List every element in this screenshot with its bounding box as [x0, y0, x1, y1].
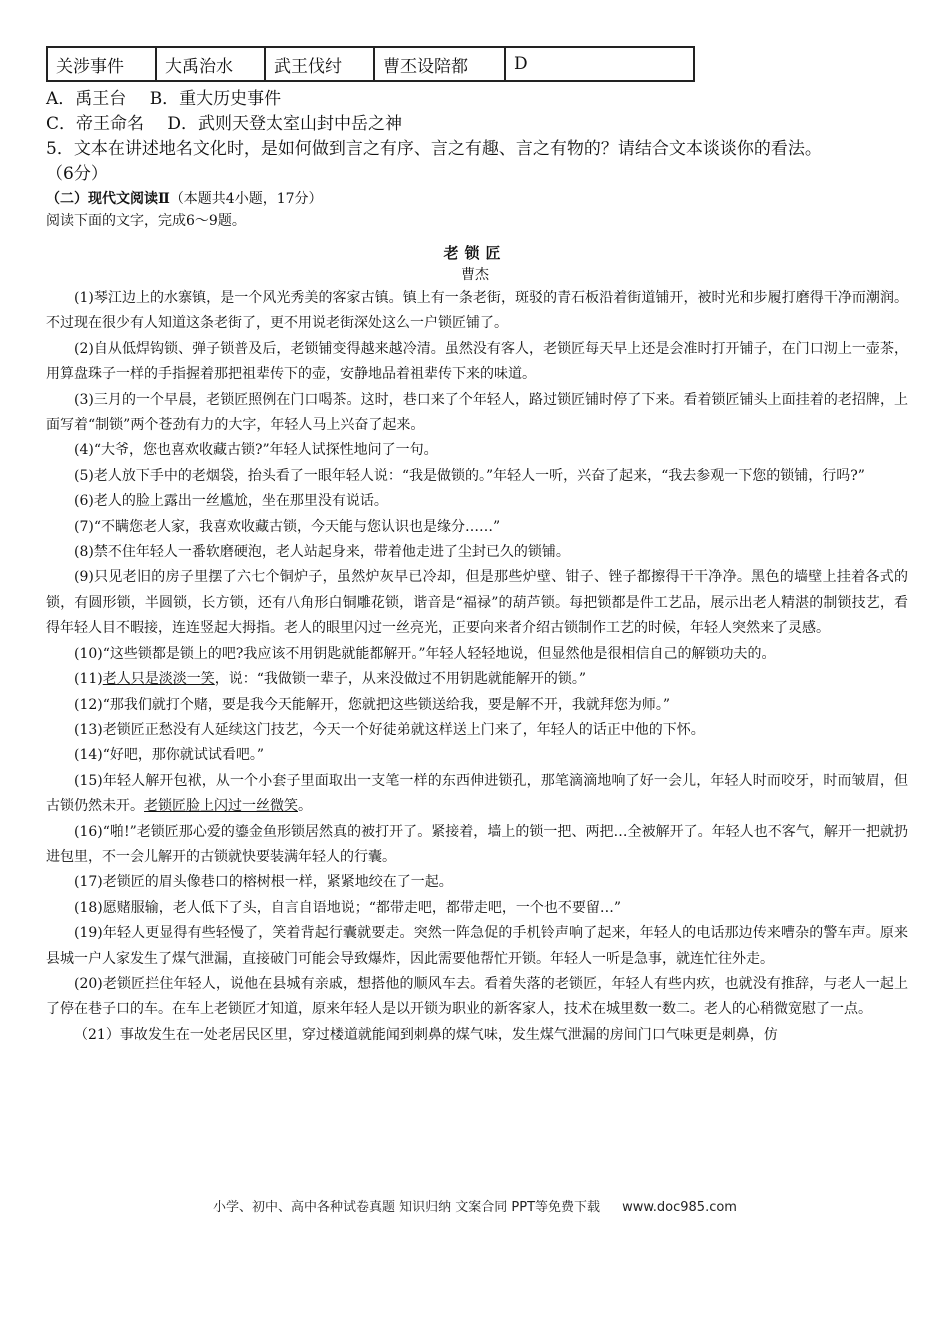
section-title: （二）现代文阅读Ⅱ: [46, 191, 170, 207]
options-row-1: [46, 84, 281, 109]
paragraph: (3)三月的一个早晨，老锁匠照例在门口喝茶。这时，巷口来了个年轻人，路过锁匠铺时停了下来。看着锁匠铺头上面挂着的老招牌，上面写着“制锁”两个苍劲有力的大字，年轻人马上兴奋了起来。: [46, 391, 908, 434]
events-table: [46, 46, 695, 82]
paragraph: (16)“啪!”老锁匠那心爱的鎏金鱼形锁居然真的被打开了。紧接着，墙上的锁一把、两把…全被解开了。年轻人也不客气，解开一把就扔进包里，不一会儿解开的古锁就快要装满年轻人的行囊。: [46, 823, 908, 865]
table-cell: 大禹治水: [156, 47, 265, 81]
options-row-2: [46, 109, 402, 134]
section-note: （本题共4小题，17分）: [169, 191, 323, 207]
option-b: B．重大历史事件: [149, 89, 282, 109]
paragraph: (10)“这些锁都是锁上的吧?我应该不用钥匙就能都解开。”年轻人轻轻地说，但显然他是很相信自己的解锁功夫的。: [74, 645, 776, 662]
page-footer: [0, 1196, 950, 1215]
underlined-sentence: 老锁匠脸上闪过一丝微笑: [144, 798, 298, 815]
paragraph: (6)老人的脸上露出一丝尴尬，坐在那里没有说话。: [74, 493, 388, 510]
paragraph: (19)年轻人更显得有些轻慢了，笑着背起行囊就要走。突然一阵急促的手机铃声响了起来，年轻人的电话那边传来嘈杂的警车声。原来县城一户人家发生了煤气泄漏，直接破门可能会导致爆炸，因此需要他帮忙开锁。年轻人一听是急事，就连忙往外走。: [46, 925, 908, 967]
paragraph: (1)琴江边上的水寨镇，是一个风光秀美的客家古镇。镇上有一条老街，斑驳的青石板沿着街道铺开，被时光和步履打磨得干净而潮润。不过现在很少有人知道这条老街了，更不用说老街深处这么一户锁匠铺了。: [46, 290, 908, 332]
option-d: D．武则天登太室山封中岳之神: [167, 114, 403, 134]
table-cell-header: 关涉事件: [47, 47, 156, 81]
question-5-score: （6分）: [46, 164, 108, 184]
footer-text: 小学、初中、高中各种试卷真题 知识归纳 文案合同 PPT等免费下载: [213, 1200, 601, 1215]
article-title: 老锁匠: [443, 244, 507, 262]
paragraph: (13)老锁匠正愁没有人延续这门技艺，今天一个好徒弟就这样送上门来了，年轻人的话正中他的下怀。: [74, 721, 705, 738]
paragraph: (4)“大爷，您也喜欢收藏古锁?”年轻人试探性地问了一句。: [74, 442, 438, 459]
paragraph: (14)“好吧，那你就试试看吧。”: [74, 747, 265, 764]
paragraph: (12)“那我们就打个赌，要是我今天能解开，您就把这些锁送给我，要是解不开，我就拜您为师。”: [74, 696, 671, 713]
article-author: 曹杰: [461, 267, 489, 283]
paragraph: (20)老锁匠拦住年轻人，说他在县城有亲戚，想搭他的顺风车去。看着失落的老锁匠，年轻人有些内疚，也就没有推辞，与老人一起上了停在巷子口的车。在车上老锁匠才知道，原来年轻人是以开锁为职业的新客家人，技术在城里数一数二。老人的心稍微宽慰了一点。: [46, 975, 908, 1018]
table-row: [47, 47, 694, 81]
table-cell: 曹丕设陪都: [374, 47, 505, 81]
paragraph: (9)只见老旧的房子里摆了六七个铜炉子，虽然炉灰早已冷却，但是那些炉壁、钳子、锉子都擦得干干净净。黑色的墙壁上挂着各式的锁，有圆形锁，半圆锁，长方锁，还有八角形白铜雕花锁，谐音是“福禄”的葫芦锁。每把锁都是件工艺品，展示出老人精湛的制锁技艺，看得年轻人目不暇接，连连竖起大拇指。老人的眼里闪过一丝亮光，正要向来者介绍古锁制作工艺的时候，年轻人突然来了灵感。: [46, 569, 908, 637]
paragraph: (18)愿赌服输，老人低下了头，自言自语地说；“都带走吧，都带走吧，一个也不要留…”: [74, 899, 622, 916]
table-cell-blank: D: [505, 47, 694, 81]
paragraph-text: (15)年轻人解开包袱，从一个小套子里面取出一支笔一样的东西伸进锁孔，那笔滴滴地响了好一会儿，年轻人时而咬牙，时而皱眉，但古锁仍然未开。: [46, 772, 908, 815]
paragraph-text: ，说：“我做锁一辈子，从来没做过不用钥匙就能解开的锁。”: [214, 671, 587, 688]
section-heading: [46, 188, 323, 208]
paragraph: [46, 769, 908, 820]
paragraph: [46, 667, 908, 692]
paragraph: (2)自从低焊钩锁、弹子锁普及后，老锁铺变得越来越冷清。虽然没有客人，老锁匠每天早上还是会准时打开铺子，在门口沏上一壶茶，用算盘珠子一样的手指握着那把祖辈传下的壶，安静地品着祖辈传下来的味道。: [46, 340, 908, 383]
table-cell: 武王伐纣: [265, 47, 374, 81]
option-c: C．帝王命名: [46, 114, 145, 134]
underlined-sentence: 老人只是淡淡一笑: [102, 671, 215, 688]
paragraph: (7)“不瞒您老人家，我喜欢收藏古锁，今天能与您认识也是缘分……”: [74, 518, 501, 535]
paragraph: (5)老人放下手中的老烟袋，抬头看了一眼年轻人说：“我是做锁的。”年轻人一听，兴奋了起来，“我去参观一下您的锁铺，行吗?”: [74, 467, 865, 484]
paragraph-number: (11): [74, 671, 103, 688]
option-a: A．禹王台: [46, 89, 127, 109]
question-5: 5．文本在讲述地名文化时，是如何做到言之有序、言之有趣、言之有物的？请结合文本谈谈你的看法。: [46, 139, 822, 159]
paragraph: (8)禁不住年轻人一番软磨硬泡，老人站起身来，带着他走进了尘封已久的锁铺。: [74, 544, 570, 561]
section-instruction: 阅读下面的文字，完成6～9题。: [46, 213, 246, 229]
paragraph: （21）事故发生在一处老居民区里，穿过楼道就能闻到刺鼻的煤气味，发生煤气泄漏的房间门口气味更是刺鼻，仿: [74, 1026, 778, 1043]
footer-url: www.doc985.com: [622, 1200, 737, 1215]
article-body: [46, 286, 908, 1048]
paragraph-text: 。: [298, 798, 312, 815]
paragraph: (17)老锁匠的眉头像巷口的榕树根一样，紧紧地绞在了一起。: [74, 874, 453, 891]
